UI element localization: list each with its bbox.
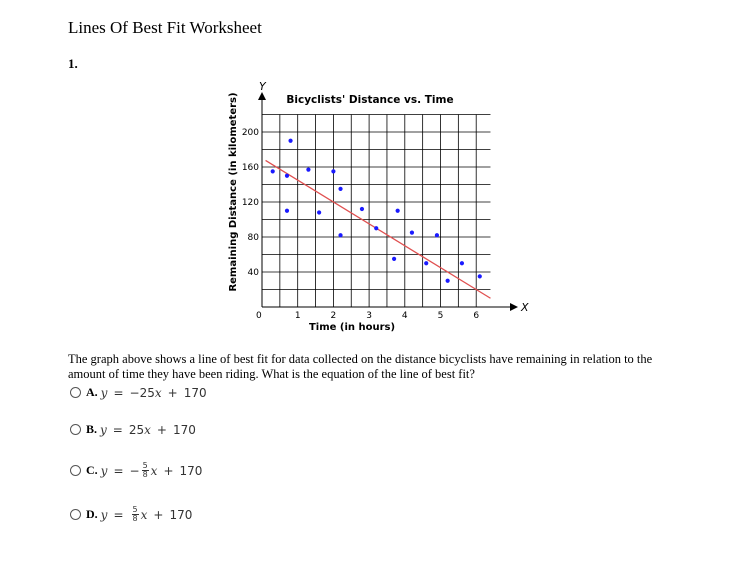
y-tick-label: 80: [247, 233, 259, 243]
data-point: [306, 168, 310, 172]
data-point: [435, 233, 439, 237]
eq-plus: +: [156, 422, 167, 437]
radio-button[interactable]: [70, 509, 81, 520]
choice-letter: B.: [86, 422, 98, 436]
eq-plus: +: [167, 385, 178, 400]
eq-x: x: [144, 422, 151, 437]
eq-coefficient: 25: [139, 385, 155, 400]
data-point: [331, 169, 335, 173]
eq-equals: =: [113, 463, 124, 478]
fraction-denominator: 8: [132, 514, 138, 523]
eq-x: x: [154, 385, 162, 400]
fraction: [142, 462, 149, 479]
worksheet-title: Lines Of Best Fit Worksheet: [68, 18, 262, 37]
eq-y: y: [100, 507, 108, 522]
eq-equals: =: [112, 422, 123, 437]
scatter-chart: [222, 80, 527, 335]
x-axis-arrow: [510, 303, 518, 311]
data-point: [338, 233, 342, 237]
answer-choice-a[interactable]: [70, 385, 207, 400]
data-point: [338, 187, 342, 191]
x-tick-label: 2: [330, 311, 337, 321]
x-axis-letter: X: [521, 301, 529, 314]
answer-choice-c[interactable]: [70, 462, 202, 479]
eq-x: x: [150, 463, 158, 478]
y-tick-label: 120: [241, 198, 259, 208]
eq-coefficient: 25: [128, 422, 145, 437]
choice-equation: [101, 506, 193, 523]
x-tick-label: 4: [401, 311, 408, 321]
y-tick-label: 160: [241, 163, 259, 173]
data-point: [396, 209, 400, 213]
x-tick-label: 6: [473, 311, 480, 321]
data-point: [360, 207, 364, 211]
eq-y: y: [100, 463, 108, 478]
data-point: [478, 274, 482, 278]
chart-title: Bicyclists' Distance vs. Time: [286, 94, 454, 106]
x-tick-label: 5: [437, 311, 444, 321]
y-axis-arrow: [258, 92, 266, 100]
choice-letter: A.: [86, 385, 98, 399]
choice-letter: D.: [86, 507, 98, 521]
radio-button[interactable]: [70, 465, 81, 476]
eq-constant: 170: [179, 463, 203, 478]
data-point: [374, 226, 378, 230]
y-axis-letter: Y: [259, 80, 266, 93]
data-point: [410, 231, 414, 235]
x-axis-label: Time (in hours): [308, 322, 396, 333]
eq-constant: 170: [169, 507, 193, 522]
data-point: [285, 174, 289, 178]
choice-equation: [100, 423, 196, 437]
question-text: The graph above shows a line of best fit for data collected on the distance bicyclists have remaining in relation to the amount of time they have been riding. What is the equation of the line of best fit?: [68, 352, 653, 381]
question-number: 1.: [68, 56, 78, 71]
choice-equation: [101, 462, 203, 479]
fraction-numerator: 5: [142, 461, 148, 470]
fraction-numerator: 5: [132, 505, 138, 514]
data-point: [285, 209, 289, 213]
eq-sign: −: [129, 463, 140, 478]
data-point: [317, 210, 321, 214]
data-point: [460, 261, 464, 265]
y-tick-label: 200: [241, 128, 259, 138]
data-point: [446, 279, 450, 283]
eq-sign: −: [129, 385, 140, 400]
data-point: [271, 169, 275, 173]
x-tick-label: 1: [294, 311, 301, 321]
eq-constant: 170: [172, 422, 196, 437]
data-point: [288, 139, 292, 143]
radio-button[interactable]: [70, 387, 81, 398]
answer-choice-b[interactable]: [70, 422, 196, 437]
origin-label: 0: [256, 311, 262, 321]
answer-choice-d[interactable]: [70, 506, 192, 523]
data-point: [392, 257, 396, 261]
radio-button[interactable]: [70, 424, 81, 435]
y-axis-label: Remaining Distance (in kilometers): [228, 92, 239, 292]
choice-letter: C.: [86, 463, 98, 477]
choice-equation: [101, 386, 207, 400]
x-tick-label: 3: [366, 311, 372, 321]
y-tick-label: 40: [247, 268, 259, 278]
eq-constant: 170: [183, 385, 207, 400]
eq-equals: =: [113, 385, 124, 400]
eq-plus: +: [153, 507, 164, 522]
eq-y: y: [100, 385, 108, 400]
fraction-denominator: 8: [142, 470, 148, 479]
eq-x: x: [140, 507, 148, 522]
eq-equals: =: [113, 507, 124, 522]
eq-y: y: [100, 422, 107, 437]
eq-plus: +: [163, 463, 174, 478]
fraction: [132, 506, 139, 523]
data-point: [424, 261, 428, 265]
